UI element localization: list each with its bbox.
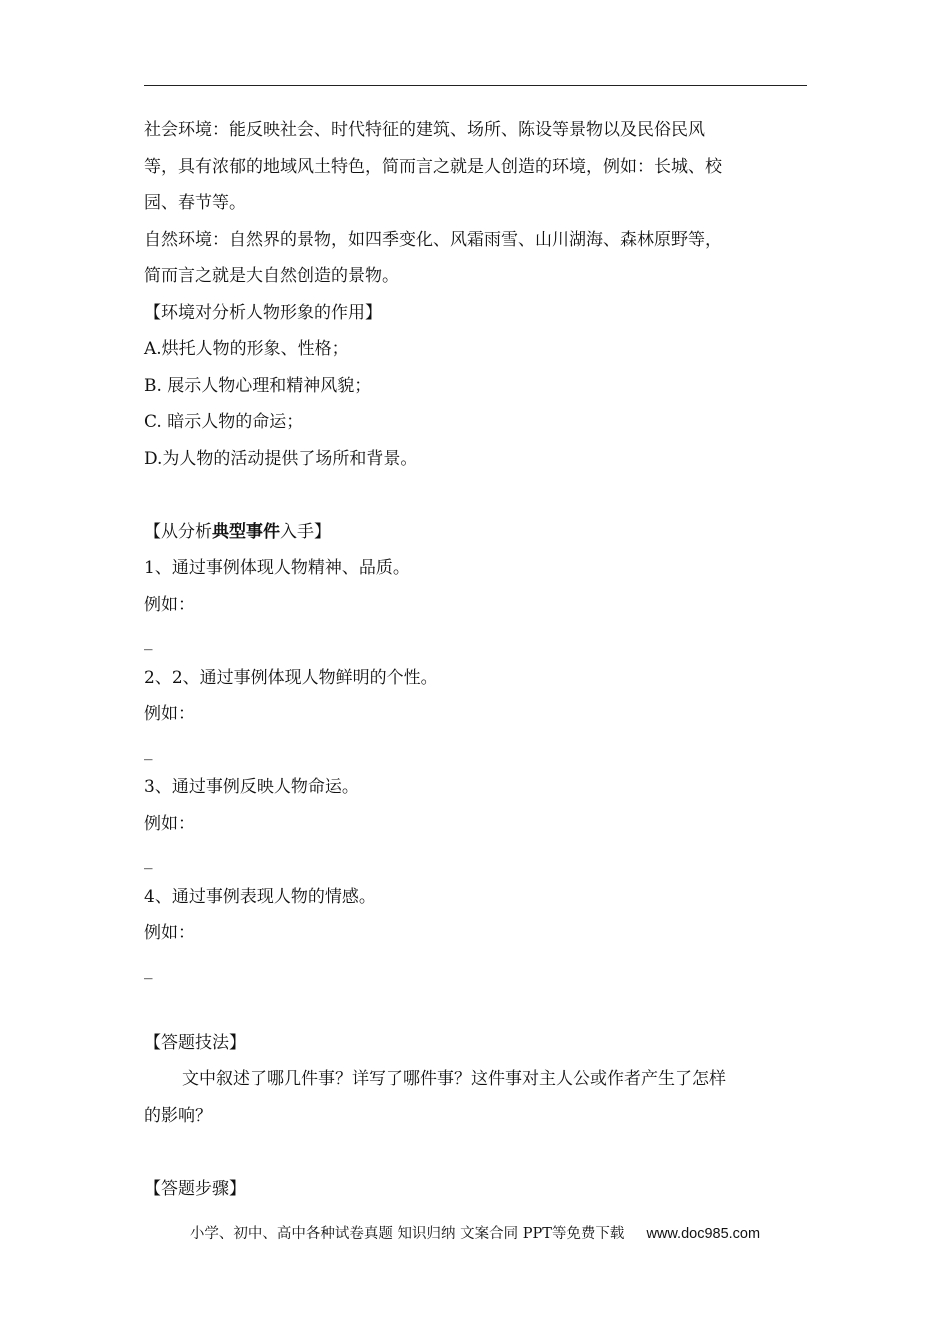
technique-line-2: 的影响？ [144,1105,212,1126]
event-1-example: 例如： [144,594,195,615]
event-3: 3、通过事例反映人物命运。 [144,777,359,797]
event-heading-bold: 典型事件 [212,521,280,542]
event-1-blank: _ [144,631,153,651]
event-4: 4、通过事例表现人物的情感。 [144,886,376,907]
env-role-c: C. 暗示人物的命运； [144,412,304,432]
steps-heading: 【答题步骤】 [144,1178,246,1199]
social-env-line-3: 园、春节等。 [144,193,246,213]
event-heading [144,514,807,551]
event-3-blank: _ [144,850,153,870]
social-env-line-2: 等，具有浓郁的地域风土特色，简而言之就是人创造的环境，例如：长城、校 [144,156,722,177]
technique-heading: 【答题技法】 [144,1032,246,1053]
event-2-blank: _ [144,740,153,761]
event-2: 2、2、通过事例体现人物鲜明的个性。 [144,667,438,688]
footer-url[interactable]: www.doc985.com [646,1226,761,1242]
spacer [144,1134,807,1171]
spacer [144,477,807,514]
event-4-blank: _ [144,959,153,980]
spacer [144,988,807,1025]
env-role-heading: 【环境对分析人物形象的作用】 [144,302,382,323]
natural-env-line-2: 简而言之就是大自然创造的景物。 [144,266,399,286]
event-4-example: 例如： [144,923,195,943]
env-role-a: A.烘托人物的形象、性格； [144,339,349,359]
technique-line-1: 文中叙述了哪几件事？详写了哪件事？这件事对主人公或作者产生了怎样 [182,1069,726,1089]
event-heading-prefix: 【从分析 [144,521,212,542]
page-footer [0,1222,950,1243]
footer-text: 小学、初中、高中各种试卷真题 知识归纳 文案合同 PPT等免费下载 [189,1226,625,1242]
env-role-b: B. 展示人物心理和精神风貌； [144,375,372,396]
social-env-line-1: 社会环境：能反映社会、时代特征的建筑、场所、陈设等景物以及民俗民风 [144,120,705,140]
event-3-example: 例如： [144,813,195,834]
document-body [144,112,807,1207]
env-role-d: D.为人物的活动提供了场所和背景。 [144,448,418,469]
event-heading-suffix: 入手】 [280,521,331,542]
header-rule [144,85,807,86]
event-1: 1、通过事例体现人物精神、品质。 [144,558,410,578]
natural-env-line-1: 自然环境：自然界的景物，如四季变化、风霜雨雪、山川湖海、森林原野等， [144,229,722,250]
event-2-example: 例如： [144,704,195,724]
